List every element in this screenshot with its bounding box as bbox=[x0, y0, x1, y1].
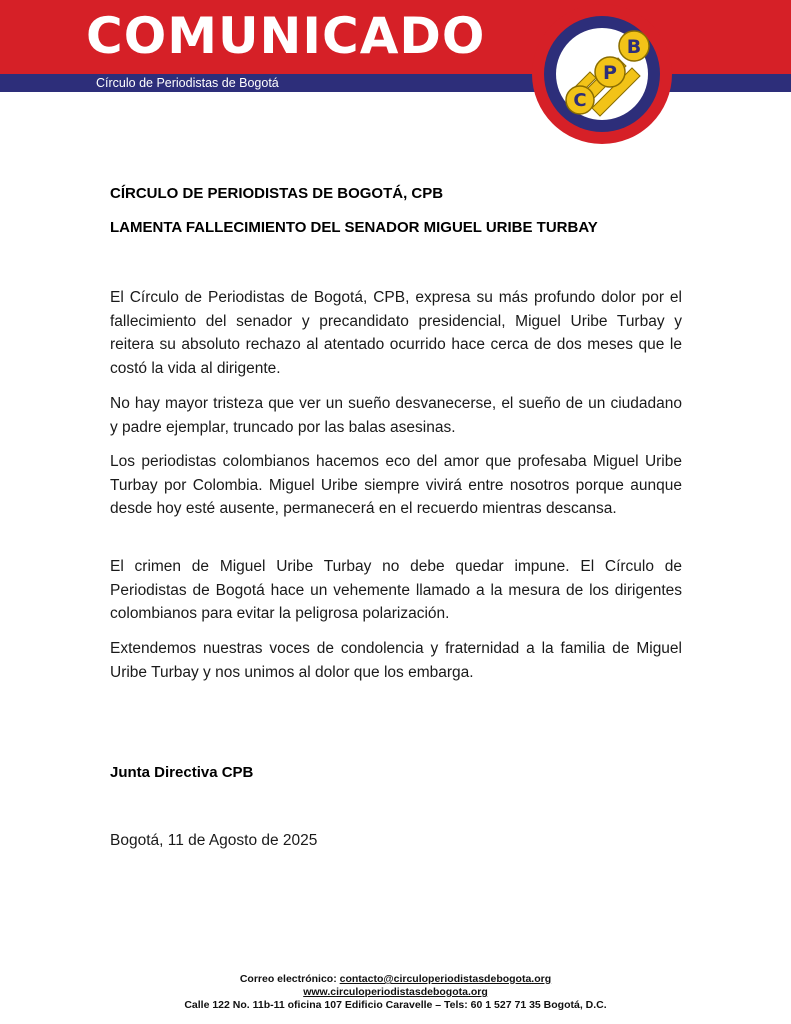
footer-website-link[interactable]: www.circuloperiodistasdebogota.org bbox=[303, 986, 488, 998]
paragraph-5: Extendemos nuestras voces de condolencia y fraternidad a la familia de Miguel Uribe Turbay y nos unimos al dolor que los embarga. bbox=[110, 640, 682, 681]
paragraph-2: No hay mayor tristeza que ver un sueño desvanecerse, el sueño de un ciudadano y padre ejemplar, truncado por las balas asesinas. bbox=[110, 395, 682, 436]
svg-text:B: B bbox=[626, 36, 642, 58]
svg-text:P: P bbox=[603, 62, 617, 84]
svg-text:C: C bbox=[573, 90, 587, 111]
paragraph-2-block bbox=[110, 392, 682, 439]
paragraph-1-block bbox=[110, 286, 682, 380]
cpb-logo bbox=[530, 2, 674, 146]
paragraph-4-block bbox=[110, 555, 682, 626]
footer-website-line bbox=[0, 986, 791, 999]
footer-email-line bbox=[0, 973, 791, 986]
signature: Junta Directiva CPB bbox=[110, 764, 254, 781]
footer-address: Calle 122 No. 11b-11 oficina 107 Edificio Caravelle – Tels: 60 1 527 71 35 Bogotá, D.C. bbox=[184, 999, 607, 1011]
header-subtitle: Círculo de Periodistas de Bogotá bbox=[96, 76, 279, 90]
paragraph-1: El Círculo de Periodistas de Bogotá, CPB, expresa su más profundo dolor por el fallecimiento del senador y precandidato presidencial, Miguel Uribe Turbay y reitera su absoluto rechazo al atentado ocurrido hace cerca de dos meses que le costó la vida al dirigente. bbox=[110, 289, 682, 377]
footer-email-label: Correo electrónico: bbox=[239, 973, 337, 985]
heading-organization: CÍRCULO DE PERIODISTAS DE BOGOTÁ, CPB bbox=[110, 185, 444, 202]
paragraph-3-block bbox=[110, 450, 682, 521]
header-title: COMUNICADO bbox=[86, 7, 486, 65]
footer-email-link[interactable]: contacto@circuloperiodistasdebogota.org bbox=[339, 973, 552, 985]
date-line: Bogotá, 11 de Agosto de 2025 bbox=[110, 832, 318, 849]
paragraph-5-block bbox=[110, 637, 682, 684]
paragraph-4: El crimen de Miguel Uribe Turbay no debe quedar impune. El Círculo de Periodistas de Bogotá hace un vehemente llamado a la mesura de los dirigentes colombianos para evitar la peligrosa polarización. bbox=[110, 558, 682, 623]
paragraph-3: Los periodistas colombianos hacemos eco del amor que profesaba Miguel Uribe Turbay por Colombia. Miguel Uribe siempre vivirá entre nosotros porque aunque desde hoy esté ausente, permanecerá en el recuerdo mientras descansa. bbox=[110, 453, 682, 518]
heading-announcement: LAMENTA FALLECIMIENTO DEL SENADOR MIGUEL URIBE TURBAY bbox=[110, 219, 598, 236]
